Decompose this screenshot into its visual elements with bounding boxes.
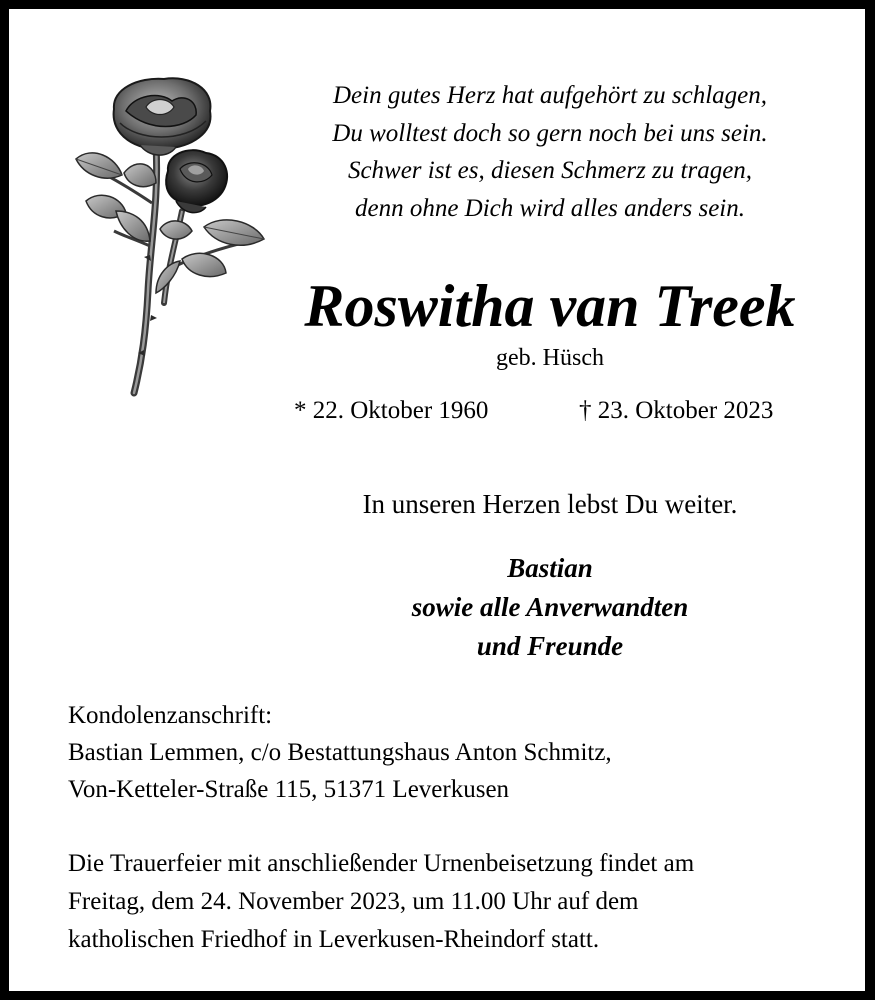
memorial-motto: In unseren Herzen lebst Du weiter. (362, 489, 738, 519)
funeral-line: Freitag, dem 24. November 2023, um 11.00 Uhr auf dem (68, 888, 639, 915)
poem-line: Schwer ist es, diesen Schmerz zu tragen, (347, 157, 753, 184)
funeral-announcement (68, 845, 694, 959)
mourner-line: Bastian (507, 553, 593, 583)
condolence-address (68, 697, 612, 808)
obituary-notice (9, 9, 865, 991)
poem-line: Du wolltest doch so gern noch bei uns sein. (332, 119, 768, 147)
condolence-line: Bastian Lemmen, c/o Bestattungshaus Anton Schmitz, (68, 739, 612, 766)
birth-date: * 22. Oktober 1960 (294, 397, 489, 424)
mourners-signature (264, 549, 836, 666)
condolence-heading: Kondolenzanschrift: (68, 702, 273, 729)
mourner-line: und Freunde (476, 631, 624, 661)
death-date: † 23. Oktober 2023 (579, 397, 774, 424)
mourner-line: sowie alle Anverwandten (411, 592, 689, 622)
poem-line: denn ohne Dich wird alles anders sein. (354, 194, 745, 222)
memorial-poem (264, 77, 836, 227)
maiden-name: geb. Hüsch (496, 345, 604, 371)
rose-icon (64, 71, 274, 401)
condolence-line: Von-Ketteler-Straße 115, 51371 Leverkusen (68, 776, 510, 803)
funeral-line: Die Trauerfeier mit anschließender Urnenbeisetzung findet am (68, 850, 695, 877)
funeral-line: katholischen Friedhof in Leverkusen-Rheindorf statt. (68, 926, 600, 953)
poem-line: Dein gutes Herz hat aufgehört zu schlagen, (333, 82, 767, 109)
deceased-name: Roswitha van Treek (304, 273, 796, 339)
